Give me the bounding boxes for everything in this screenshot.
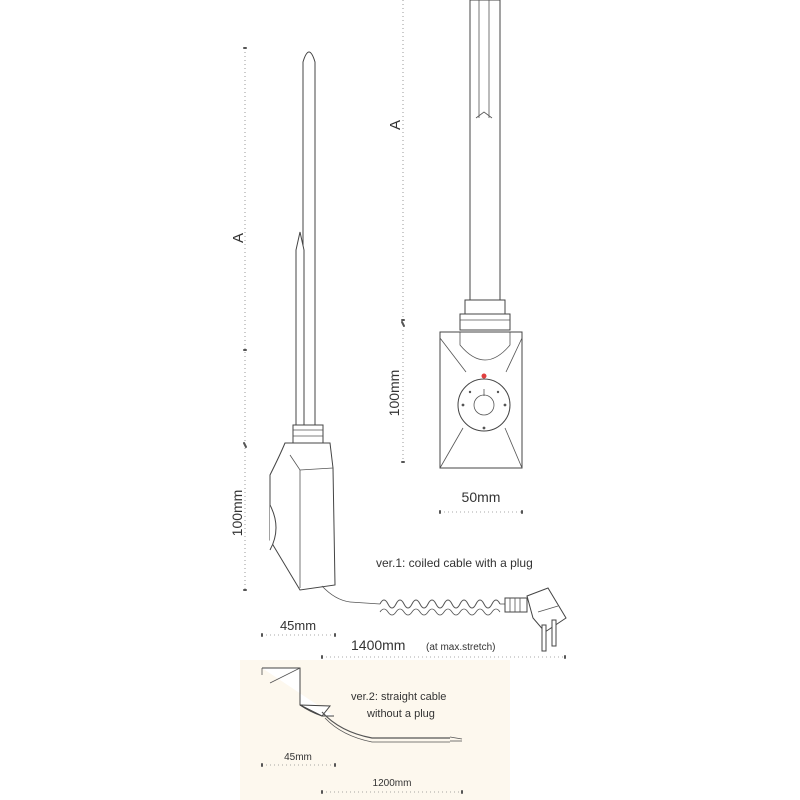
side-heating-rod (303, 52, 315, 425)
coiled-cable (380, 600, 500, 608)
front-width-label: 50mm (461, 489, 501, 505)
ver2-caption-line1: ver.2: straight cable (351, 691, 447, 703)
ver1-cable-length-label: 1400mm (351, 637, 406, 653)
thermostat-dial-icon[interactable] (458, 379, 510, 431)
side-threaded-nut (293, 425, 323, 443)
side-thermo-probe (296, 232, 304, 425)
ver2-caption-line2: without a plug (367, 708, 435, 720)
side-length-label: A (230, 232, 247, 244)
side-view (244, 48, 350, 602)
side-control-housing (270, 443, 335, 590)
ver1-caption: ver.1: coiled cable with a plug (376, 556, 533, 570)
front-height-label: 100mm (386, 369, 402, 417)
front-neck (465, 300, 505, 314)
ver1-cable-note: (at max.stretch) (426, 642, 496, 653)
power-indicator-light (482, 374, 487, 379)
front-view (402, 0, 522, 513)
front-length-label: A (387, 119, 404, 131)
schuko-plug-icon (505, 588, 566, 651)
front-threaded-nut (460, 314, 510, 330)
ver1-side-width-label: 45mm (279, 618, 317, 633)
side-height-label: 100mm (229, 489, 245, 537)
ver2-side-width-label: 45mm (284, 752, 312, 763)
front-heating-rod (470, 0, 500, 300)
ver2-cable-length-label: 1200mm (372, 778, 412, 789)
